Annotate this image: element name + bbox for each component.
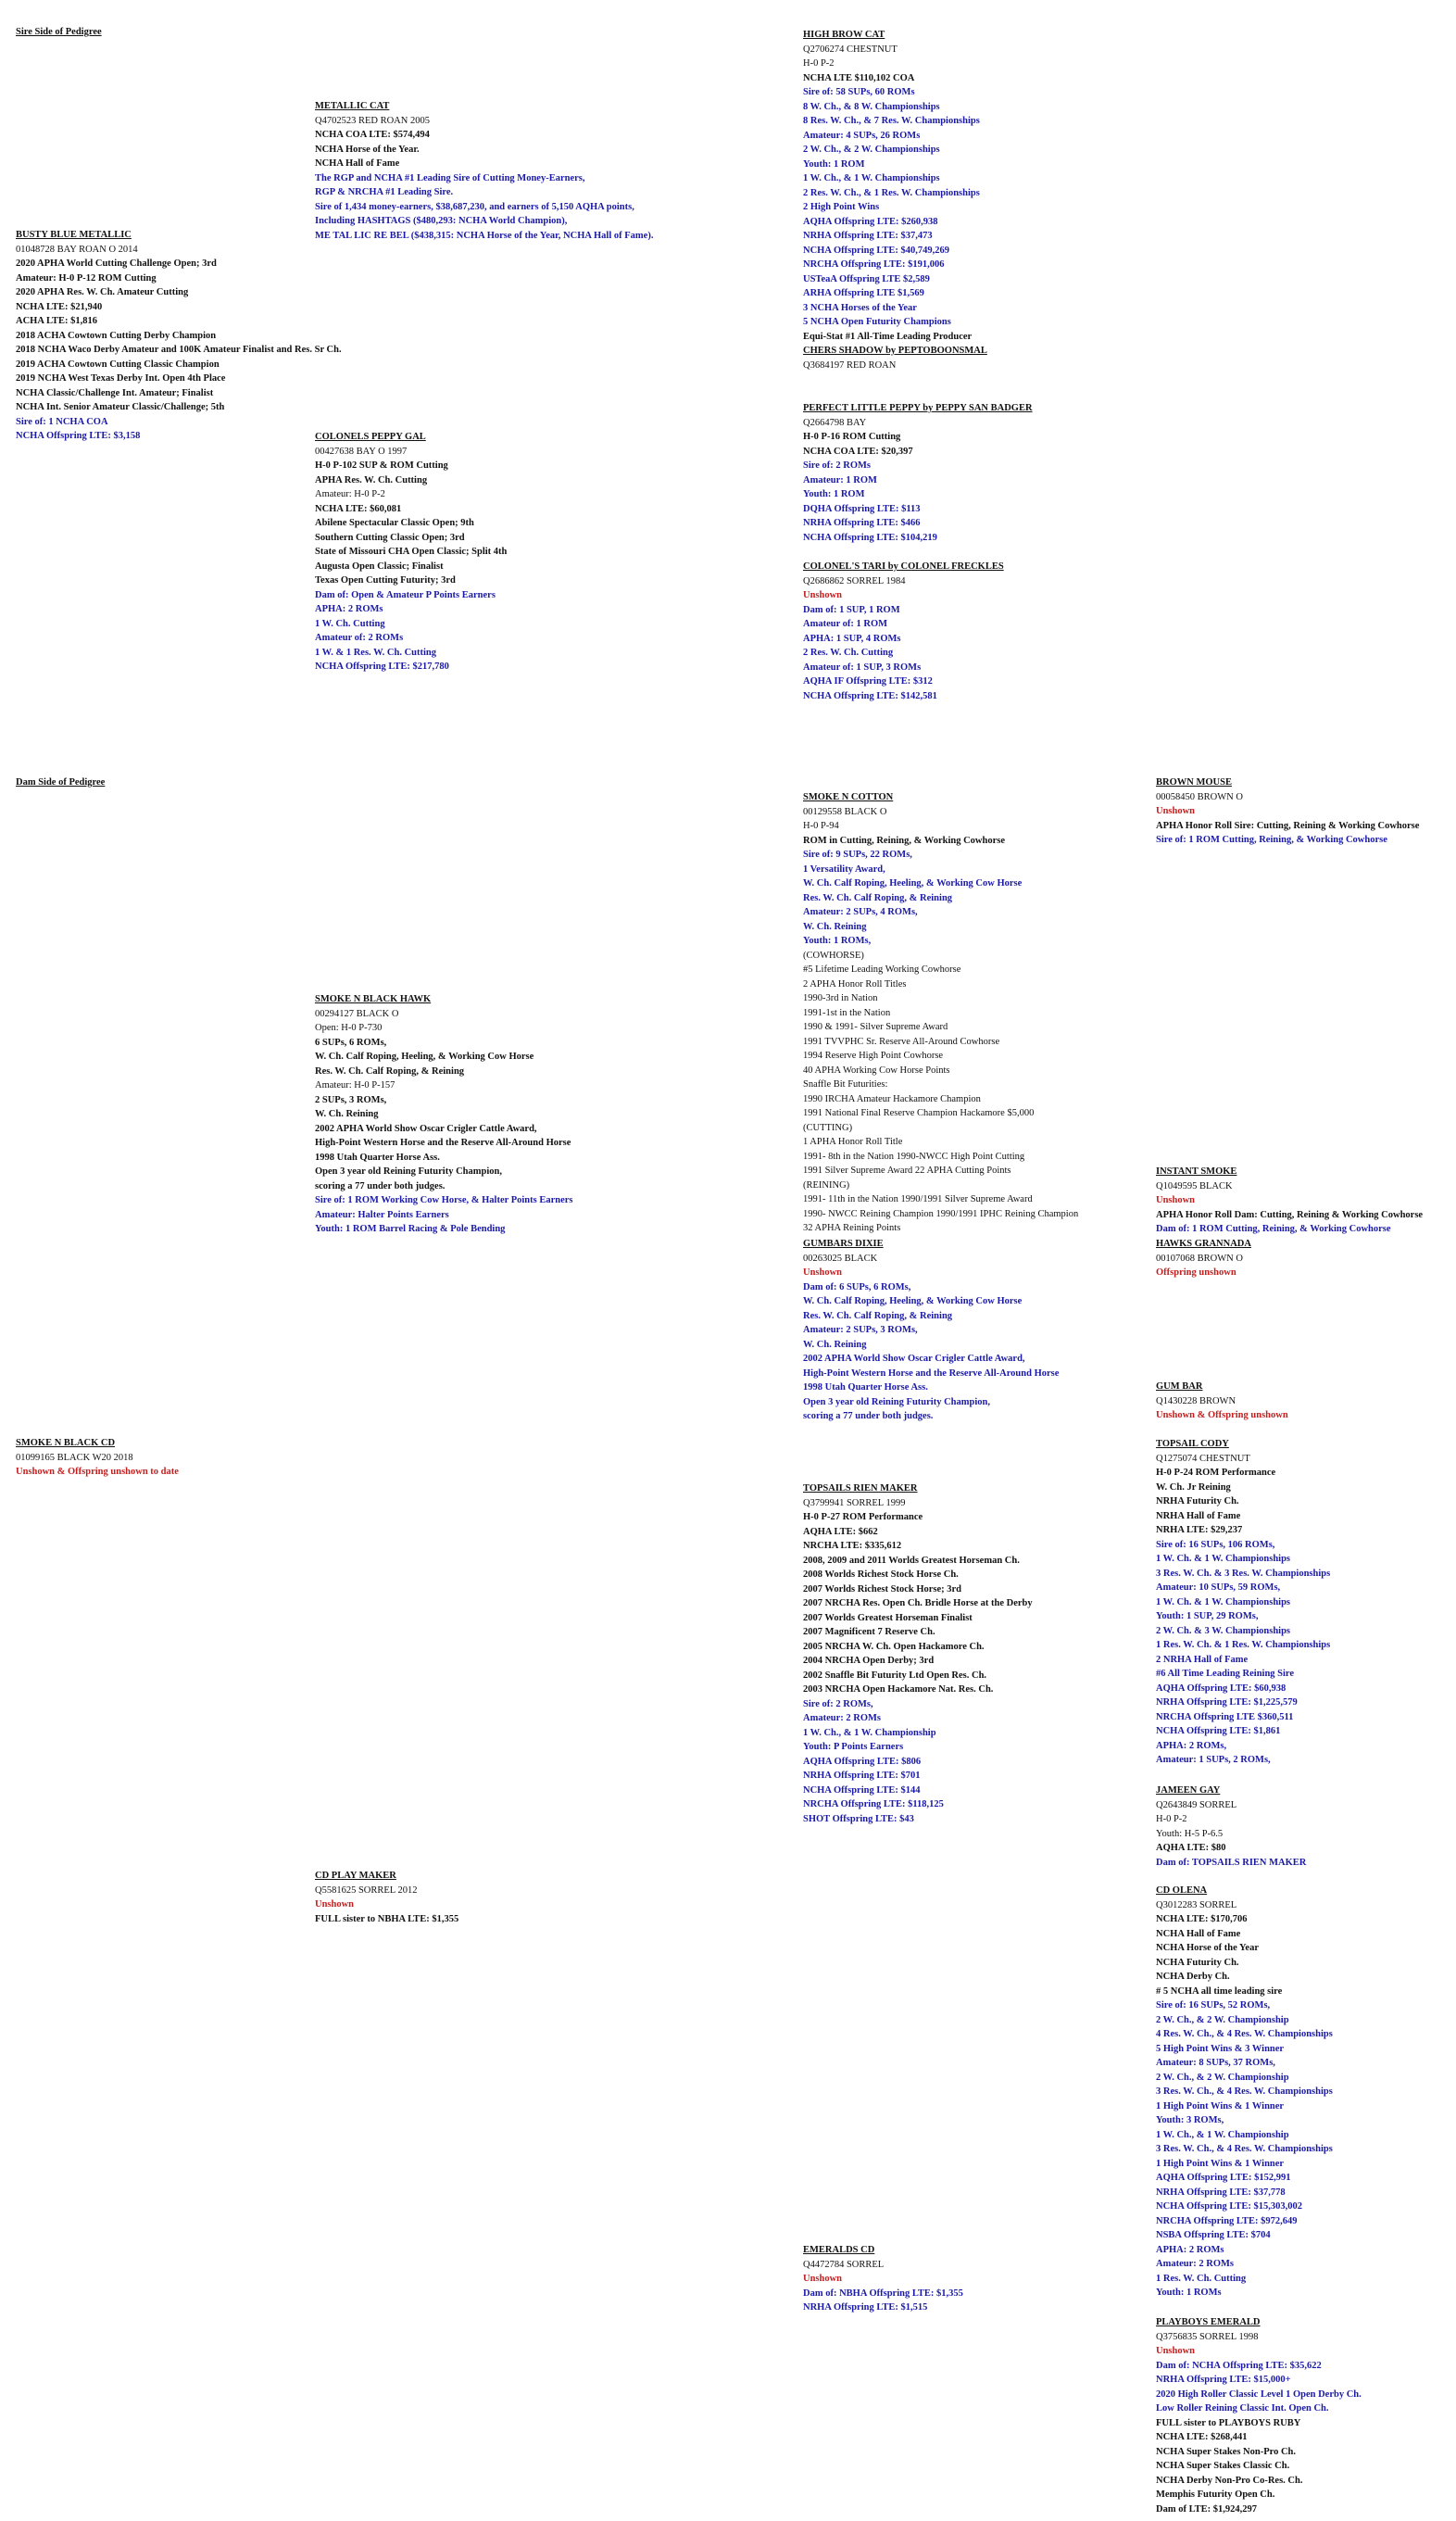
horse-detail-line: Q3684197 RED ROAN — [803, 359, 897, 371]
horse-detail-line: 2008, 2009 and 2011 Worlds Greatest Horseman Ch. — [803, 1555, 1020, 1566]
horse-hawks-grannada — [1156, 1237, 1456, 1280]
horse-detail-line: NRCHA Offspring LTE: $191,006 — [803, 259, 945, 270]
horse-detail-line: Q2706274 CHESTNUT — [803, 44, 897, 55]
horse-detail-line: Sire of: 2 ROMs — [803, 460, 872, 471]
horse-detail-line: NCHA Classic/Challenge Int. Amateur; Finalist — [16, 387, 214, 398]
horse-name: BROWN MOUSE — [1156, 777, 1232, 788]
horse-detail-line: 40 APHA Working Cow Horse Points — [803, 1065, 950, 1076]
horse-name: GUMBARS DIXIE — [803, 1239, 884, 1249]
horse-detail-line: Amateur of: 2 ROMs — [315, 633, 404, 643]
horse-smoke-n-black-hawk — [315, 992, 676, 1237]
horse-detail-line: NRCHA Offspring LTE: $118,125 — [803, 1799, 944, 1809]
horse-detail-line: Dam of: 1 SUP, 1 ROM — [803, 604, 900, 615]
horse-detail-line: 1 APHA Honor Roll Title — [803, 1137, 903, 1147]
horse-detail-line: 1990 IRCHA Amateur Hackamore Champion — [803, 1093, 981, 1104]
horse-colonels-tari — [803, 560, 1164, 703]
horse-detail-line: 3 Res. W. Ch. & 3 Res. W. Championships — [1156, 1568, 1331, 1579]
horse-detail-line: NCHA COA LTE: $574,494 — [315, 130, 430, 140]
horse-cd-play-maker — [315, 1869, 676, 1926]
horse-detail-line: 2020 APHA World Cutting Challenge Open; 3rd — [16, 258, 217, 269]
horse-detail-line: AQHA LTE: $662 — [803, 1526, 878, 1537]
horse-detail-line: 32 APHA Reining Points — [803, 1223, 901, 1233]
horse-detail-line: NRHA Offspring LTE: $37,778 — [1156, 2187, 1286, 2198]
horse-detail-line: 1998 Utah Quarter Horse Ass. — [803, 1382, 928, 1393]
horse-name: CD PLAY MAKER — [315, 1871, 396, 1881]
horse-detail-line: 2020 APHA Res. W. Ch. Amateur Cutting — [16, 287, 189, 297]
horse-detail-line: AQHA LTE: $80 — [1156, 1843, 1226, 1853]
horse-name: PLAYBOYS EMERALD — [1156, 2317, 1261, 2327]
horse-name: COLONEL'S TARI by COLONEL FRECKLES — [803, 561, 1004, 572]
horse-detail-line: W. Ch. Jr Reining — [1156, 1481, 1231, 1493]
horse-colonels-peppy-gal — [315, 430, 676, 674]
horse-detail-line: Q3012283 SORREL — [1156, 1899, 1237, 1910]
horse-detail-line: Offspring unshown — [1156, 1267, 1236, 1278]
horse-detail-line: 1 High Point Wins & 1 Winner — [1156, 2100, 1285, 2111]
horse-detail-line: Augusta Open Classic; Finalist — [315, 561, 444, 572]
horse-detail-line: 1 Res. W. Ch. & 1 Res. W. Championships — [1156, 1640, 1331, 1650]
horse-detail-line: 2 High Point Wins — [803, 202, 880, 212]
horse-name: SMOKE N COTTON — [803, 792, 894, 802]
horse-detail-line: NCHA LTE: $170,706 — [1156, 1914, 1248, 1924]
horse-perfect-little-peppy — [803, 401, 1164, 545]
horse-detail-line: ME TAL LIC RE BEL ($438,315: NCHA Horse of the Year, NCHA Hall of Fame). — [315, 230, 654, 241]
horse-detail-line: 1 W. & 1 Res. W. Ch. Cutting — [315, 647, 436, 658]
horse-detail-line: H-0 P-24 ROM Performance — [1156, 1468, 1276, 1478]
horse-name: METALLIC CAT — [315, 101, 390, 111]
horse-detail-line: 3 NCHA Horses of the Year — [803, 302, 917, 313]
horse-detail-line: Youth: 1 SUP, 29 ROMs, — [1156, 1611, 1259, 1621]
horse-detail-line: 5 NCHA Open Futurity Champions — [803, 317, 951, 327]
horse-detail-line: 2 SUPs, 3 ROMs, — [315, 1094, 387, 1105]
horse-detail-line: 1 W. Ch. & 1 W. Championships — [1156, 1596, 1291, 1607]
horse-name: COLONELS PEPPY GAL — [315, 432, 426, 442]
horse-detail-line: 1990 & 1991- Silver Supreme Award — [803, 1022, 948, 1032]
horse-detail-line: 2005 NRCHA W. Ch. Open Hackamore Ch. — [803, 1641, 985, 1652]
horse-detail-line: NCHA LTE: $268,441 — [1156, 2432, 1248, 2442]
horse-detail-line: Q3756835 SORREL 1998 — [1156, 2331, 1259, 2342]
horse-detail-line: 1 W. Ch., & 1 W. Championship — [1156, 2129, 1289, 2140]
horse-detail-line: 1990- NWCC Reining Champion 1990/1991 IPHC Reining Champion — [803, 1208, 1079, 1219]
horse-detail-line: NCHA Hall of Fame — [315, 158, 400, 169]
dam-side-heading: Dam Side of Pedigree — [16, 777, 106, 788]
horse-detail-line: Open 3 year old Reining Futurity Champion, — [803, 1396, 990, 1407]
horse-detail-line: NRCHA Offspring LTE $360,511 — [1156, 1711, 1294, 1722]
horse-high-brow-cat — [803, 28, 1164, 344]
horse-detail-line: AQHA Offspring LTE: $260,938 — [803, 216, 938, 227]
horse-detail-line: Dam of: NBHA Offspring LTE: $1,355 — [803, 2288, 963, 2299]
horse-detail-line: 00263025 BLACK — [803, 1253, 878, 1264]
horse-instant-smoke — [1156, 1165, 1456, 1237]
horse-playboys-emerald — [1156, 2315, 1456, 2516]
horse-detail-line: NCHA Offspring LTE: $1,861 — [1156, 1726, 1281, 1736]
horse-detail-line: NRHA LTE: $29,237 — [1156, 1525, 1243, 1535]
horse-detail-line: NCHA Hall of Fame — [1156, 1928, 1241, 1939]
horse-detail-line: 8 Res. W. Ch., & 7 Res. W. Championships — [803, 116, 980, 126]
horse-detail-line: Q4702523 RED ROAN 2005 — [315, 115, 430, 126]
horse-detail-line: W. Ch. Calf Roping, Heeling, & Working Cow Horse — [315, 1052, 534, 1062]
horse-detail-line: Amateur: Halter Points Earners — [315, 1209, 449, 1220]
horse-detail-line: (COWHORSE) — [803, 950, 864, 961]
horse-detail-line: Sire of: 2 ROMs, — [803, 1698, 873, 1709]
horse-jameen-gay — [1156, 1784, 1456, 1870]
horse-detail-line: Youth: 3 ROMs, — [1156, 2115, 1224, 2125]
horse-detail-line: 2018 ACHA Cowtown Cutting Derby Champion — [16, 330, 217, 341]
horse-detail-line: H-0 P-2 — [803, 58, 835, 69]
horse-detail-line: 1991 Silver Supreme Award 22 APHA Cutting Points — [803, 1166, 1011, 1176]
horse-detail-line: 1 Versatility Award, — [803, 863, 885, 875]
horse-detail-line: Sire of 1,434 money-earners, $38,687,230, and earners of 5,150 AQHA points, — [315, 201, 634, 212]
horse-detail-line: Sire of: 16 SUPs, 52 ROMs, — [1156, 2000, 1271, 2010]
horse-detail-line: NCHA Derby Ch. — [1156, 1972, 1230, 1982]
horse-detail-line: W. Ch. Reining — [315, 1109, 379, 1119]
horse-detail-line: H-0 P-16 ROM Cutting — [803, 432, 901, 442]
horse-detail-line: NCHA LTE $110,102 COA — [803, 72, 915, 83]
horse-detail-line: Southern Cutting Classic Open; 3rd — [315, 532, 465, 543]
horse-detail-line: Q2664798 BAY — [803, 417, 867, 428]
horse-detail-line: NCHA LTE: $21,940 — [16, 301, 103, 312]
horse-detail-line: 2 Res. W. Ch., & 1 Res. W. Championships — [803, 187, 980, 198]
horse-detail-line: 00129558 BLACK O — [803, 806, 887, 817]
horse-detail-line: APHA: 2 ROMs — [315, 604, 383, 614]
horse-detail-line: 1998 Utah Quarter Horse Ass. — [315, 1152, 440, 1163]
horse-detail-line: SHOT Offspring LTE: $43 — [803, 1813, 914, 1824]
horse-detail-line: 2002 APHA World Show Oscar Crigler Cattle Award, — [803, 1354, 1025, 1364]
horse-detail-line: ACHA LTE: $1,816 — [16, 316, 98, 326]
horse-detail-line: (REINING) — [803, 1179, 850, 1191]
horse-detail-line: Q1430228 BROWN — [1156, 1395, 1236, 1406]
horse-detail-line: 2019 ACHA Cowtown Cutting Classic Champion — [16, 359, 220, 370]
horse-name: JAMEEN GAY — [1156, 1785, 1221, 1796]
horse-topsails-rien-maker — [803, 1481, 1164, 1826]
horse-detail-line: Texas Open Cutting Futurity; 3rd — [315, 575, 456, 586]
horse-detail-line: NRHA Offspring LTE: $15,000+ — [1156, 2375, 1291, 2385]
horse-detail-line: scoring a 77 under both judges. — [803, 1411, 934, 1421]
horse-detail-line: 01099165 BLACK W20 2018 — [16, 1452, 133, 1463]
horse-detail-line: Unshown — [1156, 2346, 1196, 2356]
horse-detail-line: H-0 P-2 — [1156, 1814, 1187, 1824]
horse-detail-line: APHA: 2 ROMs, — [1156, 1740, 1227, 1751]
horse-name: HIGH BROW CAT — [803, 30, 885, 40]
horse-gumbars-dixie — [803, 1237, 1164, 1424]
horse-detail-line: Res. W. Ch. Calf Roping, & Reining — [315, 1065, 465, 1077]
horse-detail-line: 00058450 BROWN O — [1156, 791, 1243, 802]
horse-detail-line: The RGP and NCHA #1 Leading Sire of Cutting Money-Earners, — [315, 172, 585, 183]
horse-detail-line: Unshown — [803, 590, 843, 600]
horse-detail-line: High-Point Western Horse and the Reserve All-Around Horse — [315, 1138, 571, 1148]
horse-detail-line: APHA Res. W. Ch. Cutting — [315, 474, 428, 485]
horse-detail-line: Youth: 1 ROM Barrel Racing & Pole Bending — [315, 1224, 506, 1234]
horse-detail-line: Amateur: H-0 P-12 ROM Cutting — [16, 272, 157, 284]
horse-detail-line: Youth: 1 ROMs — [1156, 2288, 1222, 2298]
horse-metallic-cat — [315, 99, 676, 243]
horse-detail-line: Amateur: 2 ROMs — [803, 1713, 881, 1723]
horse-cd-olena — [1156, 1884, 1456, 2300]
horse-detail-line: NRHA Hall of Fame — [1156, 1510, 1241, 1521]
horse-detail-line: 2008 Worlds Richest Stock Horse Ch. — [803, 1569, 959, 1580]
horse-detail-line: 1994 Reserve High Point Cowhorse — [803, 1051, 944, 1061]
horse-name: TOPSAIL CODY — [1156, 1439, 1229, 1449]
horse-detail-line: APHA Honor Roll Dam: Cutting, Reining & Working Cowhorse — [1156, 1209, 1424, 1220]
horse-detail-line: 8 W. Ch., & 8 W. Championships — [803, 101, 940, 112]
horse-name: PERFECT LITTLE PEPPY by PEPPY SAN BADGER — [803, 403, 1033, 413]
horse-detail-line: AQHA IF Offspring LTE: $312 — [803, 676, 933, 687]
horse-detail-line: APHA Honor Roll Sire: Cutting, Reining & Working Cowhorse — [1156, 820, 1420, 831]
horse-detail-line: 6 SUPs, 6 ROMs, — [315, 1037, 387, 1048]
horse-smoke-n-black-cd — [16, 1436, 377, 1480]
horse-detail-line: Amateur: 10 SUPs, 59 ROMs, — [1156, 1582, 1281, 1593]
horse-detail-line: DQHA Offspring LTE: $113 — [803, 503, 921, 514]
horse-name: SMOKE N BLACK CD — [16, 1438, 116, 1448]
horse-detail-line: Amateur: 1 ROM — [803, 474, 877, 485]
horse-detail-line: Amateur: 2 SUPs, 4 ROMs, — [803, 907, 918, 917]
horse-detail-line: 3 Res. W. Ch., & 4 Res. W. Championships — [1156, 2144, 1333, 2154]
horse-detail-line: Abilene Spectacular Classic Open; 9th — [315, 518, 474, 528]
horse-detail-line: Q1049595 BLACK — [1156, 1180, 1233, 1191]
horse-detail-line: Q2643849 SORREL — [1156, 1799, 1237, 1810]
horse-detail-line: 2007 Worlds Greatest Horseman Finalist — [803, 1612, 973, 1623]
horse-detail-line: Unshown — [803, 2274, 843, 2284]
horse-detail-line: 2002 APHA World Show Oscar Crigler Cattle Award, — [315, 1123, 537, 1134]
horse-detail-line: Open 3 year old Reining Futurity Champion, — [315, 1166, 502, 1177]
horse-brown-mouse — [1156, 775, 1456, 848]
horse-detail-line: NCHA Offspring LTE: $40,749,269 — [803, 245, 950, 256]
horse-detail-line: Youth: P Points Earners — [803, 1742, 904, 1752]
horse-detail-line: 2007 Worlds Richest Stock Horse; 3rd — [803, 1583, 962, 1595]
horse-detail-line: Sire of: 1 NCHA COA — [16, 416, 108, 427]
horse-detail-line: AQHA Offspring LTE: $806 — [803, 1756, 922, 1767]
horse-busty-blue-metallic — [16, 228, 377, 444]
horse-detail-line: 2018 NCHA Waco Derby Amateur and 100K Amateur Finalist and Res. Sr Ch. — [16, 345, 342, 355]
horse-detail-line: Unshown — [1156, 806, 1196, 816]
horse-detail-line: Res. W. Ch. Calf Roping, & Reining — [803, 1310, 953, 1321]
horse-detail-line: Youth: 1 ROM — [803, 489, 865, 499]
horse-smoke-n-cotton — [803, 790, 1164, 1236]
horse-detail-line: 3 Res. W. Ch., & 4 Res. W. Championships — [1156, 2086, 1333, 2097]
horse-detail-line: Open: H-0 P-730 — [315, 1023, 383, 1033]
horse-detail-line: Dam of: TOPSAILS RIEN MAKER — [1156, 1857, 1307, 1868]
horse-detail-line: 1990-3rd in Nation — [803, 993, 878, 1003]
horse-detail-line: Q5581625 SORREL 2012 — [315, 1884, 418, 1896]
horse-detail-line: Sire of: 9 SUPs, 22 ROMs, — [803, 850, 912, 860]
horse-name: INSTANT SMOKE — [1156, 1166, 1237, 1177]
horse-detail-line: H-0 P-27 ROM Performance — [803, 1512, 923, 1522]
horse-detail-line: 01048728 BAY ROAN O 2014 — [16, 244, 138, 255]
horse-detail-line: State of Missouri CHA Open Classic; Split 4th — [315, 547, 508, 557]
horse-detail-line: 2019 NCHA West Texas Derby Int. Open 4th Place — [16, 373, 226, 384]
horse-detail-line: Dam of: 6 SUPs, 6 ROMs, — [803, 1281, 911, 1292]
horse-detail-line: Q3799941 SORREL 1999 — [803, 1497, 906, 1508]
horse-detail-line: 2007 Magnificent 7 Reserve Ch. — [803, 1627, 935, 1637]
horse-name: GUM BAR — [1156, 1381, 1203, 1392]
horse-detail-line: 2 NRHA Hall of Fame — [1156, 1654, 1249, 1665]
horse-name: BUSTY BLUE METALLIC — [16, 230, 132, 240]
horse-detail-line: 1991- 8th in the Nation 1990-NWCC High Point Cutting — [803, 1151, 1025, 1162]
horse-detail-line: NCHA Horse of the Year — [1156, 1943, 1260, 1953]
horse-detail-line: Amateur: 1 SUPs, 2 ROMs, — [1156, 1755, 1271, 1765]
horse-detail-line: NRHA Offspring LTE: $37,473 — [803, 231, 933, 241]
horse-detail-line: AQHA Offspring LTE: $60,938 — [1156, 1683, 1287, 1694]
horse-detail-line: NCHA Offspring LTE: $142,581 — [803, 690, 937, 701]
horse-detail-line: High-Point Western Horse and the Reserve All-Around Horse — [803, 1368, 1060, 1379]
horse-detail-line: NCHA LTE: $60,081 — [315, 503, 402, 514]
horse-detail-line: 2 W. Ch., & 2 W. Championship — [1156, 2072, 1289, 2083]
horse-detail-line: 2004 NRCHA Open Derby; 3rd — [803, 1656, 935, 1666]
horse-detail-line: FULL sister to PLAYBOYS RUBY — [1156, 2417, 1301, 2428]
horse-detail-line: Youth: 1 ROM — [803, 158, 865, 170]
horse-detail-line: Sire of: 1 ROM Working Cow Horse, & Halter Points Earners — [315, 1195, 573, 1205]
horse-detail-line: 00107068 BROWN O — [1156, 1253, 1243, 1264]
horse-detail-line: USTeaA Offspring LTE $2,589 — [803, 273, 930, 284]
horse-detail-line: NRHA Offspring LTE: $701 — [803, 1771, 921, 1781]
horse-detail-line: 1 W. Ch. Cutting — [315, 618, 385, 629]
horse-name: TOPSAILS RIEN MAKER — [803, 1483, 918, 1494]
horse-detail-line: 00294127 BLACK O — [315, 1008, 399, 1019]
horse-detail-line: 1 W. Ch., & 1 W. Championship — [803, 1727, 936, 1738]
horse-detail-line: 1 Res. W. Ch. Cutting — [1156, 2273, 1247, 2284]
horse-detail-line: NRHA Futurity Ch. — [1156, 1496, 1239, 1506]
horse-detail-line: H-0 P-94 — [803, 821, 839, 831]
horse-detail-line: 1991 TVVPHC Sr. Reserve All-Around Cowhorse — [803, 1036, 1000, 1047]
horse-detail-line: W. Ch. Reining — [803, 921, 867, 932]
horse-name: CD OLENA — [1156, 1885, 1208, 1896]
horse-detail-line: NCHA Offspring LTE: $104,219 — [803, 532, 937, 543]
horse-detail-line: Amateur: 8 SUPs, 37 ROMs, — [1156, 2058, 1275, 2068]
horse-detail-line: APHA: 1 SUP, 4 ROMs — [803, 633, 901, 644]
horse-detail-line: 2003 NRCHA Open Hackamore Nat. Res. Ch. — [803, 1684, 994, 1695]
horse-detail-line: Sire of: 1 ROM Cutting, Reining, & Working Cowhorse — [1156, 835, 1387, 845]
horse-detail-line: Youth: H-5 P-6.5 — [1156, 1828, 1224, 1839]
horse-detail-line: Q4472784 SORREL — [803, 2259, 885, 2270]
horse-detail-line: APHA: 2 ROMs — [1156, 2244, 1224, 2255]
horse-detail-line: AQHA Offspring LTE: $152,991 — [1156, 2173, 1291, 2183]
horse-name: EMERALDS CD — [803, 2245, 875, 2255]
horse-detail-line: NCHA Offspring LTE: $3,158 — [16, 431, 141, 441]
horse-detail-line: 00427638 BAY O 1997 — [315, 446, 408, 457]
horse-detail-line: NRCHA Offspring LTE: $972,649 — [1156, 2215, 1298, 2226]
horse-detail-line: 2 W. Ch. & 3 W. Championships — [1156, 1625, 1291, 1636]
horse-name: CHERS SHADOW by PEPTOBOONSMAL — [803, 346, 987, 356]
horse-detail-line: 2 W. Ch., & 2 W. Championship — [1156, 2014, 1289, 2025]
horse-detail-line: Unshown — [315, 1899, 355, 1910]
horse-detail-line: NRHA Offspring LTE: $466 — [803, 518, 921, 528]
horse-detail-line: Amateur: 2 ROMs — [1156, 2259, 1234, 2269]
horse-detail-line: H-0 P-102 SUP & ROM Cutting — [315, 460, 448, 471]
horse-detail-line: Amateur: H-0 P-2 — [315, 489, 385, 499]
horse-detail-line: 1 High Point Wins & 1 Winner — [1156, 2158, 1285, 2169]
sire-side-heading: Sire Side of Pedigree — [16, 27, 102, 37]
horse-detail-line: Unshown & Offspring unshown — [1156, 1410, 1288, 1420]
horse-detail-line: Unshown — [1156, 1195, 1196, 1205]
horse-gum-bar — [1156, 1380, 1456, 1423]
horse-detail-line: Q2686862 SORREL 1984 — [803, 575, 906, 586]
horse-detail-line: 2 Res. W. Ch. Cutting — [803, 648, 894, 658]
horse-detail-line: 5 High Point Wins & 3 Winner — [1156, 2043, 1285, 2054]
horse-topsail-cody — [1156, 1437, 1456, 1768]
horse-detail-line: NRHA Offspring LTE: $1,225,579 — [1156, 1697, 1298, 1708]
horse-detail-line: NCHA Derby Non-Pro Co-Res. Ch. — [1156, 2475, 1303, 2486]
horse-detail-line: NRHA Offspring LTE: $1,515 — [803, 2302, 928, 2313]
horse-detail-line: (CUTTING) — [803, 1122, 853, 1133]
horse-detail-line: Including HASHTAGS ($480,293: NCHA World Champion), — [315, 216, 568, 226]
horse-detail-line: Dam of: Open & Amateur P Points Earners — [315, 589, 496, 600]
horse-detail-line: Sire of: 58 SUPs, 60 ROMs — [803, 87, 915, 97]
horse-detail-line: Q1275074 CHESTNUT — [1156, 1453, 1250, 1464]
horse-detail-line: 1991 National Final Reserve Champion Hackamore $5,000 — [803, 1108, 1035, 1118]
horse-detail-line: Dam of LTE: $1,924,297 — [1156, 2503, 1257, 2515]
horse-detail-line: ARHA Offspring LTE $1,569 — [803, 288, 924, 298]
horse-detail-line: Memphis Futurity Open Ch. — [1156, 2489, 1275, 2500]
horse-detail-line: #6 All Time Leading Reining Sire — [1156, 1669, 1295, 1679]
horse-detail-line: Amateur of: 1 SUP, 3 ROMs — [803, 662, 922, 673]
horse-detail-line: # 5 NCHA all time leading sire — [1156, 1985, 1283, 1997]
horse-detail-line: Sire of: 16 SUPs, 106 ROMs, — [1156, 1539, 1275, 1550]
horse-detail-line: 4 Res. W. Ch., & 4 Res. W. Championships — [1156, 2029, 1333, 2039]
horse-name: HAWKS GRANNADA — [1156, 1239, 1251, 1249]
horse-detail-line: Amateur: 2 SUPs, 3 ROMs, — [803, 1325, 918, 1335]
horse-detail-line: Res. W. Ch. Calf Roping, & Reining — [803, 892, 953, 903]
horse-detail-line: 2 APHA Honor Roll Titles — [803, 978, 907, 989]
horse-detail-line: NRCHA LTE: $335,612 — [803, 1541, 902, 1551]
horse-detail-line: NCHA Offspring LTE: $144 — [803, 1784, 921, 1796]
horse-detail-line: ROM in Cutting, Reining, & Working Cowhorse — [803, 835, 1005, 846]
horse-detail-line: NCHA Offspring LTE: $217,780 — [315, 662, 449, 672]
horse-detail-line: 1991- 11th in the Nation 1990/1991 Silver Supreme Award — [803, 1194, 1033, 1204]
horse-detail-line: W. Ch. Reining — [803, 1339, 867, 1350]
horse-detail-line: NCHA Super Stakes Non-Pro Ch. — [1156, 2446, 1297, 2457]
horse-detail-line: NCHA COA LTE: $20,397 — [803, 446, 913, 457]
horse-detail-line: NSBA Offspring LTE: $704 — [1156, 2230, 1271, 2240]
horse-detail-line: NCHA Futurity Ch. — [1156, 1957, 1239, 1968]
horse-detail-line: Youth: 1 ROMs, — [803, 936, 872, 946]
horse-detail-line: Snaffle Bit Futurities: — [803, 1079, 888, 1090]
horse-detail-line: 1 W. Ch. & 1 W. Championships — [1156, 1554, 1291, 1564]
horse-detail-line: NCHA Horse of the Year. — [315, 144, 420, 155]
horse-detail-line: NCHA Int. Senior Amateur Classic/Challenge; 5th — [16, 402, 225, 412]
horse-detail-line: 1 W. Ch., & 1 W. Championships — [803, 173, 940, 183]
horse-detail-line: Low Roller Reining Classic Int. Open Ch. — [1156, 2403, 1329, 2414]
horse-detail-line: Dam of: NCHA Offspring LTE: $35,622 — [1156, 2360, 1322, 2371]
horse-detail-line: 2007 NRCHA Res. Open Ch. Bridle Horse at the Derby — [803, 1598, 1033, 1608]
horse-detail-line: 2 W. Ch., & 2 W. Championships — [803, 145, 940, 155]
horse-detail-line: scoring a 77 under both judges. — [315, 1180, 446, 1191]
horse-detail-line: NCHA Super Stakes Classic Ch. — [1156, 2461, 1290, 2471]
horse-detail-line: 1991-1st in the Nation — [803, 1007, 891, 1018]
horse-detail-line: Dam of: 1 ROM Cutting, Reining, & Working Cowhorse — [1156, 1224, 1391, 1234]
horse-detail-line: RGP & NRCHA #1 Leading Sire. — [315, 187, 454, 197]
horse-detail-line: Amateur: 4 SUPs, 26 ROMs — [803, 130, 921, 141]
horse-detail-line: 2002 Snaffle Bit Futurity Ltd Open Res. Ch. — [803, 1670, 987, 1681]
horse-detail-line: W. Ch. Calf Roping, Heeling, & Working Cow Horse — [803, 1296, 1023, 1306]
horse-detail-line: Amateur: H-0 P-157 — [315, 1080, 395, 1090]
horse-emeralds-cd — [803, 2243, 1164, 2315]
horse-detail-line: Unshown — [803, 1267, 843, 1278]
horse-name: SMOKE N BLACK HAWK — [315, 994, 432, 1004]
horse-detail-line: Equi-Stat #1 All-Time Leading Producer — [803, 331, 973, 342]
horse-detail-line: Amateur of: 1 ROM — [803, 619, 888, 629]
horse-detail-line: W. Ch. Calf Roping, Heeling, & Working Cow Horse — [803, 878, 1023, 889]
horse-chers-shadow — [803, 344, 1164, 372]
horse-detail-line: NCHA Offspring LTE: $15,303,002 — [1156, 2201, 1303, 2212]
horse-detail-line: Unshown & Offspring unshown to date — [16, 1467, 179, 1477]
horse-detail-line: 2020 High Roller Classic Level 1 Open Derby Ch. — [1156, 2389, 1362, 2400]
horse-detail-line: FULL sister to NBHA LTE: $1,355 — [315, 1913, 459, 1924]
horse-detail-line: #5 Lifetime Leading Working Cowhorse — [803, 964, 961, 975]
